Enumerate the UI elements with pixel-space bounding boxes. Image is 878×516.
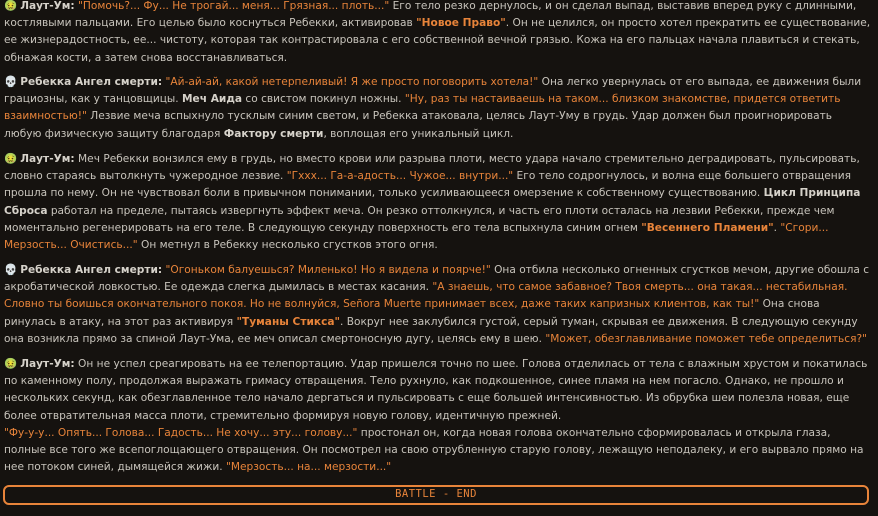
message-laut-um-1: [4, 0, 872, 67]
speaker-name: Ребекка Ангел смерти:: [20, 76, 163, 88]
message-rebecca-2: [4, 262, 872, 348]
message-laut-um-3: [4, 356, 872, 476]
ability-name: "Туманы Стикса": [236, 315, 341, 328]
narration: Он не успел среагировать на ее телепортацию. Удар пришелся точно по шее. Голова отделилась от тела с влажным хрустом и покатилась по каменному полу, продолжая выражать гримасу отвращения. Тело рухнуло, как подкошенное, синее пламя на нем погасло. Однако, не прошло и нескольких секунд, как обезглавленное тело начало дергаться и пульсировать с еще большей интенсивностью. Из обрубка шеи полезла новая, еще более отвратительная масса плоти, стремительно формируя новую голову, идентичную прежней.: [4, 358, 868, 422]
quote: "Ай-ай-ай, какой нетерпеливый! Я же просто поговорить хотела!": [165, 76, 539, 88]
message-rebecca-1: [4, 74, 872, 143]
sick-face-icon: 🤢: [4, 358, 18, 370]
narration: Его тело резко дернулось, и он сделал выпад, выставив вперед руку с длинными, костлявыми пальцами. Его целью было коснуться Ребекки, активировав: [4, 0, 857, 30]
speaker-name: Лаут-Ум:: [20, 0, 75, 12]
narration: Лезвие меча вспыхнуло тусклым синим светом, и Ребекка атаковала, целясь Лаут-Уму в грудь. Удар должен был проигнорировать любую физическую защиту благодаря: [4, 110, 833, 140]
narration: Его тело содрогнулось, и волна еще большего отвращения прошла по нему. Он не чувствовал боли в привычном понимании, только усиливающееся омерзение к собственному существованию.: [4, 170, 851, 200]
quote: "Может, обезглавливание поможет тебе определиться?": [545, 332, 867, 345]
quote: "Огоньком балуешься? Миленько! Но я видела и поярче!": [165, 264, 491, 276]
quote: "Помочь?... Фу... Не трогай... меня... Грязная... плоть...": [78, 0, 390, 12]
narration: , воплощая его уникальный цикл.: [323, 127, 514, 140]
narration: Она легко увернулась от его выпада, ее движения были грациозны, как у танцовщицы.: [4, 76, 862, 106]
ability-name: "Новое Право": [416, 17, 506, 30]
narration: Он метнул в Ребекку несколько сгустков этого огня.: [137, 239, 438, 252]
quote: "Сгори... Мерзость... Очистись...": [4, 221, 829, 252]
quote: "А знаешь, что самое забавное? Твоя смерть... она такая... нестабильная. Словно ты боишься окончательного покоя. Но не волнуйся, Señora Muerte принимает всех, даже таких капризных клиентов, как ты!": [4, 281, 848, 311]
sick-face-icon: 🤢: [4, 0, 18, 12]
ability-name: Фактору смерти: [223, 127, 324, 140]
quote: "Ну, раз ты настаиваешь на таком... близком знакомстве, придется ответить взаимностью!": [4, 93, 841, 123]
speaker-name: Ребекка Ангел смерти:: [20, 264, 163, 276]
skull-icon: 💀: [4, 264, 18, 276]
skull-icon: 💀: [4, 76, 18, 88]
narration: . Он не целился, он просто хотел прекратить ее существование, ее жизнерадостность, ее... чистоту, которая так контрастировала с его собственной вечной грязью. Кожа на его пальцах начала плавиться и стекать, обнажая кости, а затем снова восстанавливаться.: [4, 17, 871, 64]
quote: "Фу-у-у... Опять... Голова... Гадость... Не хочу... эту... голову...": [4, 426, 358, 439]
ability-name: "Весеннего Пламени": [641, 221, 774, 234]
quote: "Гххх... Га-а-адость... Чужое... внутри...": [286, 170, 514, 183]
speaker-name: Лаут-Ум:: [20, 153, 75, 165]
narration: .: [773, 221, 781, 234]
narration: Она снова ринулась в атаку, на этот раз активируя: [4, 298, 820, 328]
sick-face-icon: 🤢: [4, 153, 18, 165]
battle-end-banner: [3, 485, 869, 505]
quote: "Мерзость... на... мерзости...": [226, 461, 392, 474]
narration: Она отбила несколько огненных сгустков мечом, другие обошла с акробатической ловкостью. Ее одежда слегка дымилась в местах касания.: [4, 264, 870, 294]
weapon-name: Меч Аида: [182, 93, 243, 106]
battle-end-label: BATTLE - END: [395, 488, 477, 501]
narration: со свистом покинул ножны.: [242, 93, 405, 106]
message-laut-um-2: [4, 151, 872, 254]
narration: работал на пределе, пытаясь извергнуть эффект меча. Он резко оттолкнулся, и часть его плоти осталась на лезвии Ребекки, прежде чем моментально регенерировать на его теле. В следующую секунду поверхность его тела вспыхнула синим огнем: [4, 204, 835, 234]
narration: . Вокруг нее заклубился густой, серый туман, скрывая ее движения. В следующую секунду она возникла прямо за спиной Лаут-Ума, ее меч описал смертоносную дугу, целясь ему в шею.: [4, 315, 858, 345]
narration: Меч Ребекки вонзился ему в грудь, но вместо крови или разрыва плоти, место удара начало стремительно деградировать, пульсировать, словно стараясь вытолкнуть чужеродное лезвие.: [4, 153, 860, 183]
ability-name: Цикл Принципа Сброса: [4, 187, 861, 217]
speaker-name: Лаут-Ум:: [20, 358, 75, 370]
narration: простонал он, когда новая голова окончательно сформировалась и открыла глаза, полные все того же всепоглощающего отвращения. Он посмотрел на свою отрубленную старую голову, лежащую неподалеку, и его вырвало прямо на нее потоком синей, дымящейся жижи.: [4, 426, 864, 474]
